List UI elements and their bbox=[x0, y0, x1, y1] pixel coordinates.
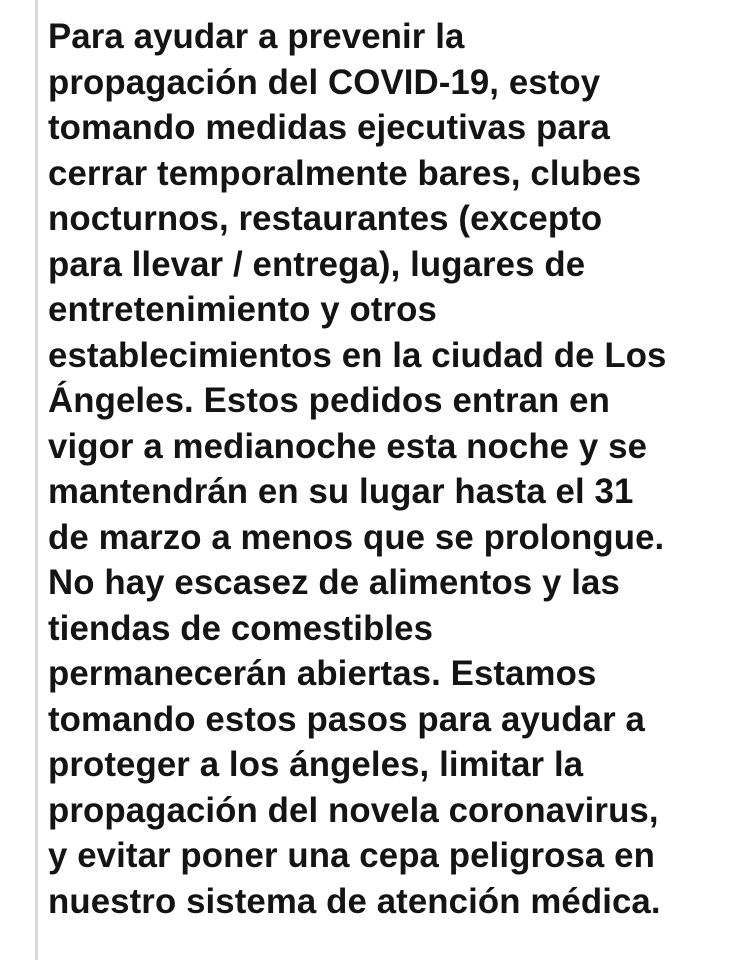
text-line: nocturnos, restaurantes (excepto bbox=[48, 199, 603, 238]
text-line: Ángeles. Estos pedidos entran en bbox=[48, 381, 611, 420]
text-line: permanecerán abiertas. Estamos bbox=[48, 654, 597, 693]
text-line: nuestro sistema de atención médica. bbox=[48, 881, 661, 921]
text-line: tomando medidas ejecutivas para bbox=[48, 108, 610, 147]
text-line: proteger a los ángeles, limitar la bbox=[48, 745, 584, 784]
text-line: de marzo a menos que se prolongue. bbox=[48, 517, 665, 557]
text-line: cerrar temporalmente bares, clubes bbox=[48, 153, 642, 193]
text-line: mantendrán en su lugar hasta el 31 bbox=[48, 472, 634, 511]
text-line: para llevar / entrega), lugares de bbox=[48, 244, 586, 284]
text-line: vigor a medianoche esta noche y se bbox=[48, 426, 648, 466]
text-line: tomando estos pasos para ayudar a bbox=[48, 699, 645, 739]
left-margin-rule bbox=[35, 0, 38, 960]
text-line: establecimientos en la ciudad de Los bbox=[48, 335, 667, 375]
text-line: entretenimiento y otros bbox=[48, 290, 437, 329]
text-line: Para ayudar a prevenir la bbox=[48, 17, 465, 56]
text-line: No hay escasez de alimentos y las bbox=[48, 563, 620, 602]
text-line: propagación del COVID-19, estoy bbox=[48, 62, 601, 102]
note-body-text bbox=[48, 14, 738, 924]
text-line: y evitar poner una cepa peligrosa en bbox=[48, 836, 655, 875]
text-line: tiendas de comestibles bbox=[48, 608, 434, 648]
text-line: propagación del novela coronavirus, bbox=[48, 790, 659, 830]
